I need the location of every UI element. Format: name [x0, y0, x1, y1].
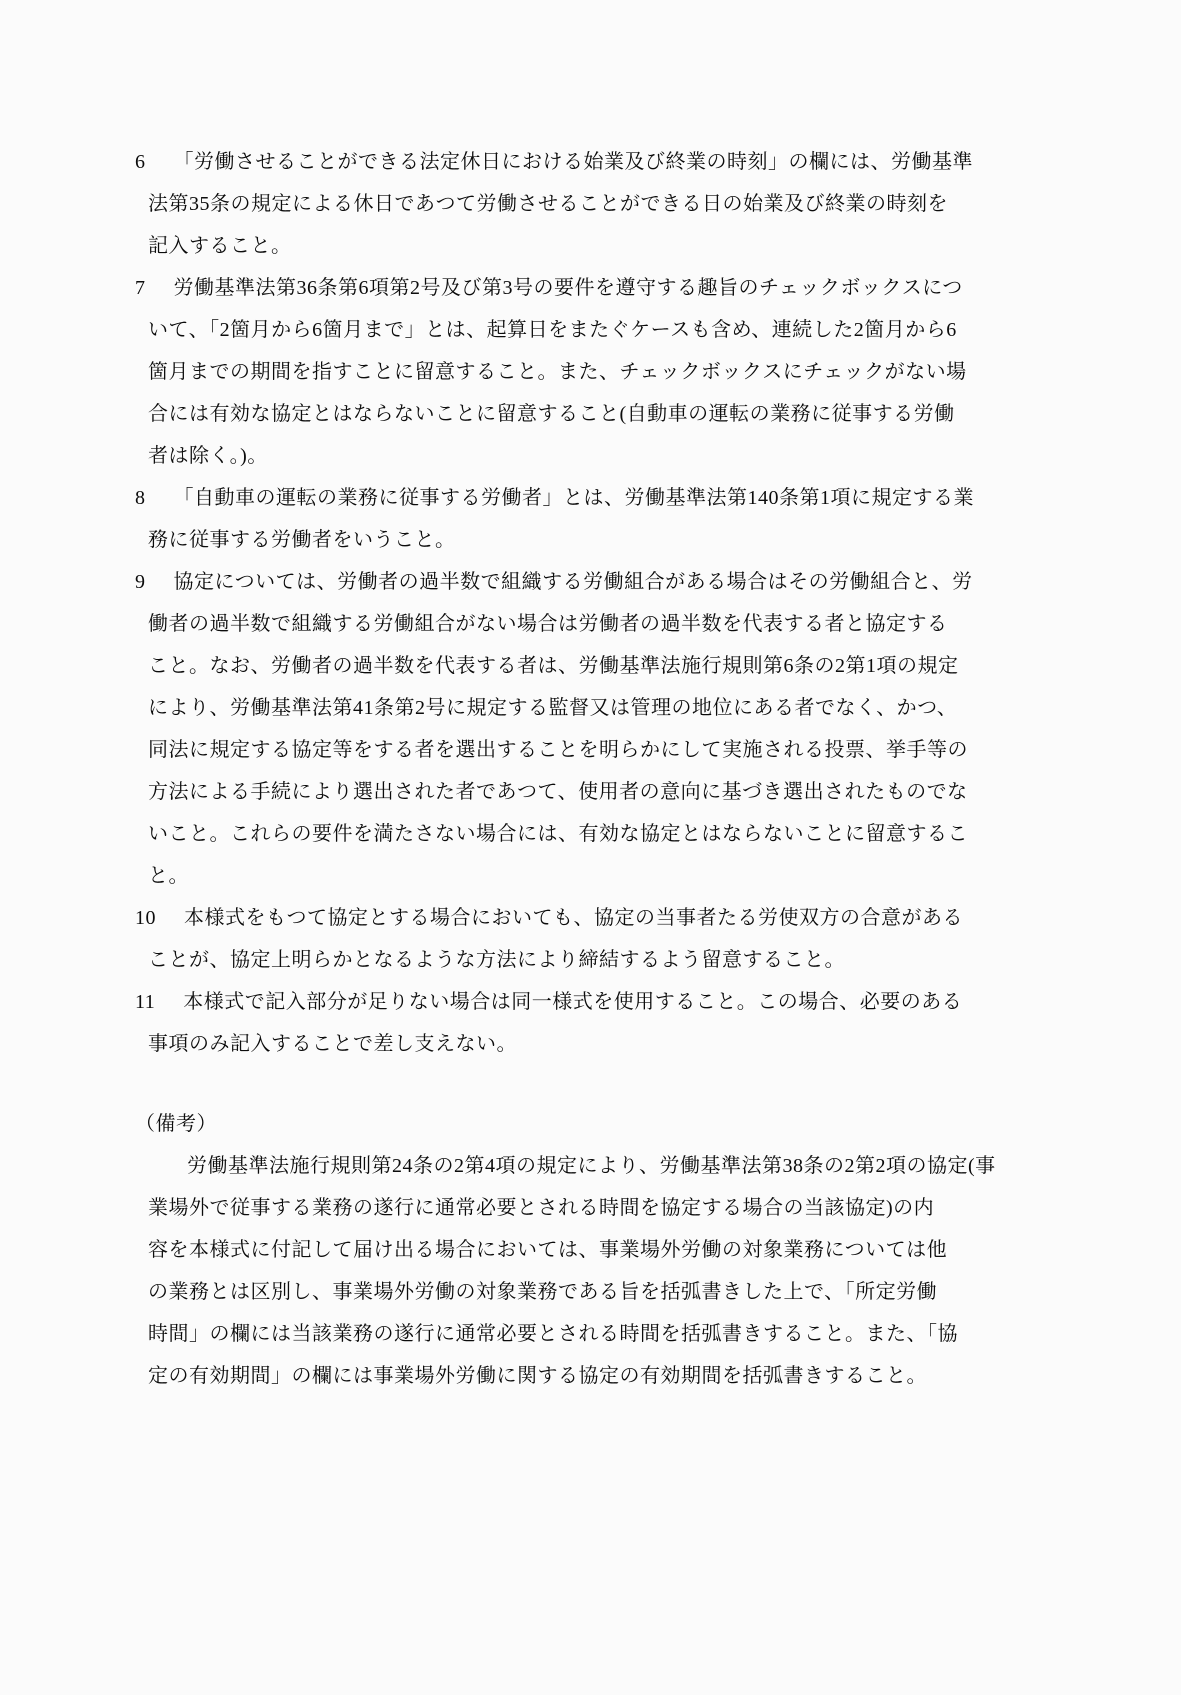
note-continuation-line: いて、「2箇月から6箇月まで」とは、起算日をまたぐケースも含め、連続した2箇月から6 — [148, 319, 957, 341]
note-item — [135, 561, 1061, 897]
note-continuation-line: と。 — [148, 865, 189, 887]
remarks-continuation-line: の業務とは区別し、事業場外労働の対象業務である旨を括弧書きした上で、「所定労働 — [148, 1281, 938, 1303]
remarks-continuation-line: 定の有効期間」の欄には事業場外労働に関する協定の有効期間を括弧書きすること。 — [148, 1365, 927, 1387]
note-continuation-line: 箇月までの期間を指すことに留意すること。また、チェックボックスにチェックがない場 — [148, 361, 967, 383]
remarks-paragraph — [135, 1145, 1061, 1397]
note-item — [135, 267, 1061, 477]
note-continuation-line: こと。なお、労働者の過半数を代表する者は、労働基準法施行規則第6条の2第1項の規定 — [148, 655, 959, 677]
remarks-continuation-line: 容を本様式に付記して届け出る場合においては、事業場外労働の対象業務については他 — [148, 1239, 948, 1261]
note-text: 協定については、労働者の過半数で組織する労働組合がある場合はその労働組合と、労 — [173, 571, 973, 593]
note-first-line — [135, 897, 1061, 939]
note-text: 本様式で記入部分が足りない場合は同一様式を使用すること。この場合、必要のある — [183, 991, 963, 1013]
note-number: 11 — [135, 991, 156, 1013]
note-continuation-line: 記入すること。 — [148, 235, 292, 257]
remarks-section — [135, 1103, 1061, 1397]
note-item — [135, 141, 1061, 267]
note-text: 「自動車の運転の業務に従事する労働者」とは、労働基準法第140条第1項に規定する業 — [173, 487, 974, 509]
note-text: 本様式をもつて協定とする場合においても、協定の当事者たる労使双方の合意がある — [184, 907, 963, 929]
note-item — [135, 981, 1061, 1065]
remarks-continuation-line: 業場外で従事する業務の遂行に通常必要とされる時間を協定する場合の当該協定)の内 — [148, 1197, 935, 1219]
note-number: 8 — [135, 487, 146, 509]
note-continuation-line: 同法に規定する協定等をする者を選出することを明らかにして実施される投票、挙手等の — [148, 739, 968, 761]
notes-list — [135, 141, 1061, 1065]
note-first-line — [135, 981, 1061, 1023]
note-continuation-line: いこと。これらの要件を満たさない場合には、有効な協定とはならないことに留意するこ — [148, 823, 968, 845]
note-continuation-line: ことが、協定上明らかとなるような方法により締結するよう留意すること。 — [148, 949, 845, 971]
note-first-line — [135, 477, 1061, 519]
note-item — [135, 897, 1061, 981]
note-number: 6 — [135, 151, 146, 173]
remarks-continuation-line: 時間」の欄には当該業務の遂行に通常必要とされる時間を括弧書きすること。また、「協 — [148, 1323, 958, 1345]
note-continuation-line: 働者の過半数で組織する労働組合がない場合は労働者の過半数を代表する者と協定する — [148, 613, 948, 635]
note-continuation-line: により、労働基準法第41条第2号に規定する監督又は管理の地位にある者でなく、かつ、 — [148, 697, 958, 719]
note-item — [135, 477, 1061, 561]
note-number: 10 — [135, 907, 156, 929]
note-continuation-line: 者は除く。)。 — [148, 445, 268, 467]
note-continuation-line: 法第35条の規定による休日であつて労働させることができる日の始業及び終業の時刻を — [148, 193, 948, 215]
remarks-first-line: 労働基準法施行規則第24条の2第4項の規定により、労働基準法第38条の2第2項の協定(事 — [187, 1155, 996, 1177]
note-text: 「労働させることができる法定休日における始業及び終業の時刻」の欄には、労働基準 — [173, 151, 973, 173]
note-number: 9 — [135, 571, 146, 593]
note-text: 労働基準法第36条第6項第2号及び第3号の要件を遵守する趣旨のチェックボックスにつ — [173, 277, 963, 299]
note-number: 7 — [135, 277, 146, 299]
note-first-line — [135, 141, 1061, 183]
note-first-line — [135, 561, 1061, 603]
remarks-header: （備考） — [135, 1113, 217, 1135]
note-continuation-line: 方法による手続により選出された者であつて、使用者の意向に基づき選出されたものでな — [148, 781, 968, 803]
note-first-line — [135, 267, 1061, 309]
note-continuation-line: 務に従事する労働者をいうこと。 — [148, 529, 456, 551]
note-continuation-line: 合には有効な協定とはならないことに留意すること(自動車の運転の業務に従事する労働 — [148, 403, 955, 425]
note-continuation-line: 事項のみ記入することで差し支えない。 — [148, 1033, 517, 1055]
